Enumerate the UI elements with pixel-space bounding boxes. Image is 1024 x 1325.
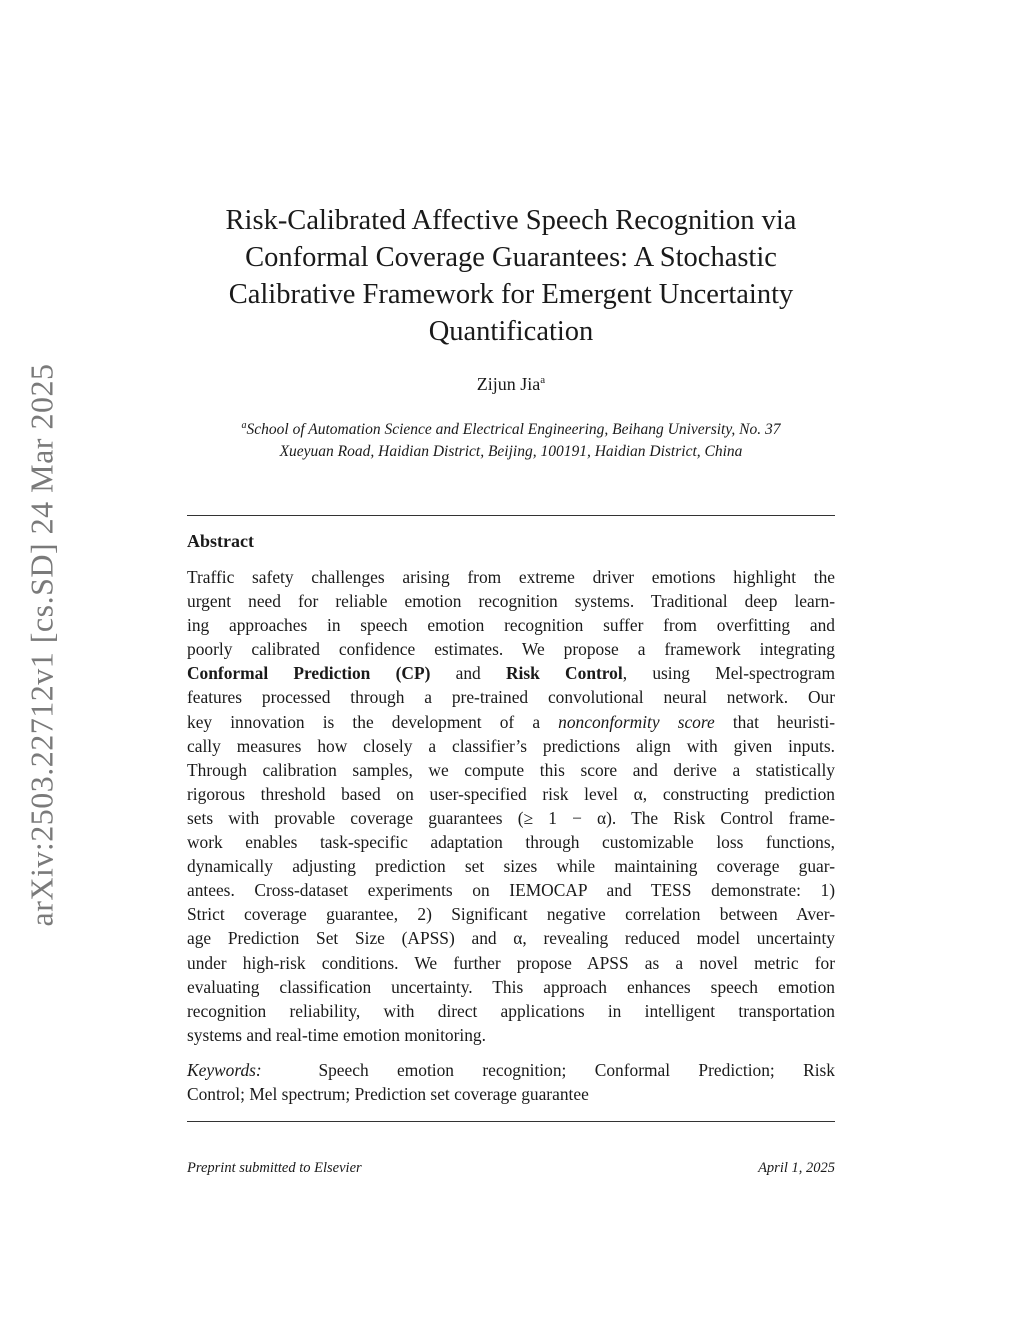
abstract-body	[187, 565, 835, 1047]
keywords-line-2: Control; Mel spectrum; Prediction set coverage guarantee	[187, 1084, 589, 1105]
abstract-line: age Prediction Set Size (APSS) and α, revealing reduced model uncertainty	[187, 928, 835, 949]
affiliation	[187, 415, 835, 463]
keywords-text-1: Speech emotion recognition; Conformal Prediction; Risk	[318, 1060, 835, 1080]
title-line: Calibrative Framework for Emergent Uncertainty	[228, 279, 794, 310]
abstract-line: systems and real-time emotion monitoring.	[187, 1024, 486, 1045]
title-line: Risk-Calibrated Affective Speech Recognition via	[225, 205, 797, 236]
abstract-text: that heuristi-	[714, 711, 835, 732]
abstract-line: antees. Cross-dataset experiments on IEMOCAP and TESS demonstrate: 1)	[187, 880, 835, 901]
author-name: Zijun Jia	[476, 374, 541, 394]
abstract-line: sets with provable coverage guarantees (≥ 1 − α). The Risk Control frame-	[187, 807, 835, 828]
term-conformal-prediction: Conformal Prediction (CP)	[187, 663, 431, 684]
affiliation-mark: a	[241, 420, 247, 431]
top-rule	[187, 515, 835, 516]
abstract-text: , using Mel-spectrogram	[622, 663, 836, 684]
footer-preprint-note: Preprint submitted to Elsevier	[187, 1160, 362, 1176]
abstract-line: features processed through a pre-trained convolutional neural network. Our	[187, 687, 835, 708]
abstract-line: work enables task-specific adaptation through customizable loss functions,	[187, 832, 835, 853]
author-affiliation-mark: a	[540, 374, 546, 386]
abstract-line: ing approaches in speech emotion recognition suffer from overfitting and	[187, 615, 835, 636]
abstract-line: recognition reliability, with direct applications in intelligent transportation	[187, 1000, 835, 1021]
keywords	[187, 1058, 835, 1106]
footer-date: April 1, 2025	[758, 1160, 835, 1176]
abstract-line: under high-risk conditions. We further propose APSS as a novel metric for	[187, 952, 835, 973]
abstract-line: poorly calibrated confidence estimates. We propose a framework integrating	[187, 639, 835, 660]
abstract-line: rigorous threshold based on user-specified risk level α, constructing prediction	[187, 783, 835, 804]
abstract-line: dynamically adjusting prediction set sizes while maintaining coverage guar-	[187, 856, 835, 877]
abstract-line: Through calibration samples, we compute this score and derive a statistically	[187, 759, 835, 780]
arxiv-identifier-stamp: arXiv:2503.22712v1 [cs.SD] 24 Mar 2025	[23, 363, 60, 927]
abstract-text: key innovation is the development of a	[187, 711, 559, 732]
term-nonconformity-score: nonconformity score	[558, 711, 715, 732]
affiliation-line-1	[187, 415, 835, 441]
abstract-heading: Abstract	[187, 531, 254, 551]
term-risk-control: Risk Control	[505, 663, 623, 684]
author-line	[187, 374, 835, 395]
keywords-label: Keywords:	[187, 1060, 262, 1080]
abstract-line: cally measures how closely a classifier’s predictions align with given inputs.	[187, 735, 835, 756]
abstract-line: evaluating classification uncertainty. This approach enhances speech emotion	[187, 976, 835, 997]
bottom-rule	[187, 1121, 835, 1122]
abstract-text: and	[430, 663, 506, 684]
abstract-line	[187, 710, 835, 734]
title-line: Conformal Coverage Guarantees: A Stochastic	[245, 242, 777, 273]
abstract-line: Strict coverage guarantee, 2) Significant negative correlation between Aver-	[187, 904, 835, 925]
abstract-line	[187, 661, 835, 685]
paper-title	[187, 202, 835, 350]
affiliation-text-1: School of Automation Science and Electrical Engineering, Beihang University, No. 37	[246, 421, 781, 439]
abstract-line: Traffic safety challenges arising from extreme driver emotions highlight the	[187, 567, 835, 587]
affiliation-line-2: Xueyuan Road, Haidian District, Beijing, 100191, Haidian District, China	[279, 443, 743, 461]
keywords-line-1	[187, 1058, 835, 1082]
title-line: Quantification	[428, 316, 594, 347]
abstract-line: urgent need for reliable emotion recognition systems. Traditional deep learn-	[187, 591, 835, 612]
